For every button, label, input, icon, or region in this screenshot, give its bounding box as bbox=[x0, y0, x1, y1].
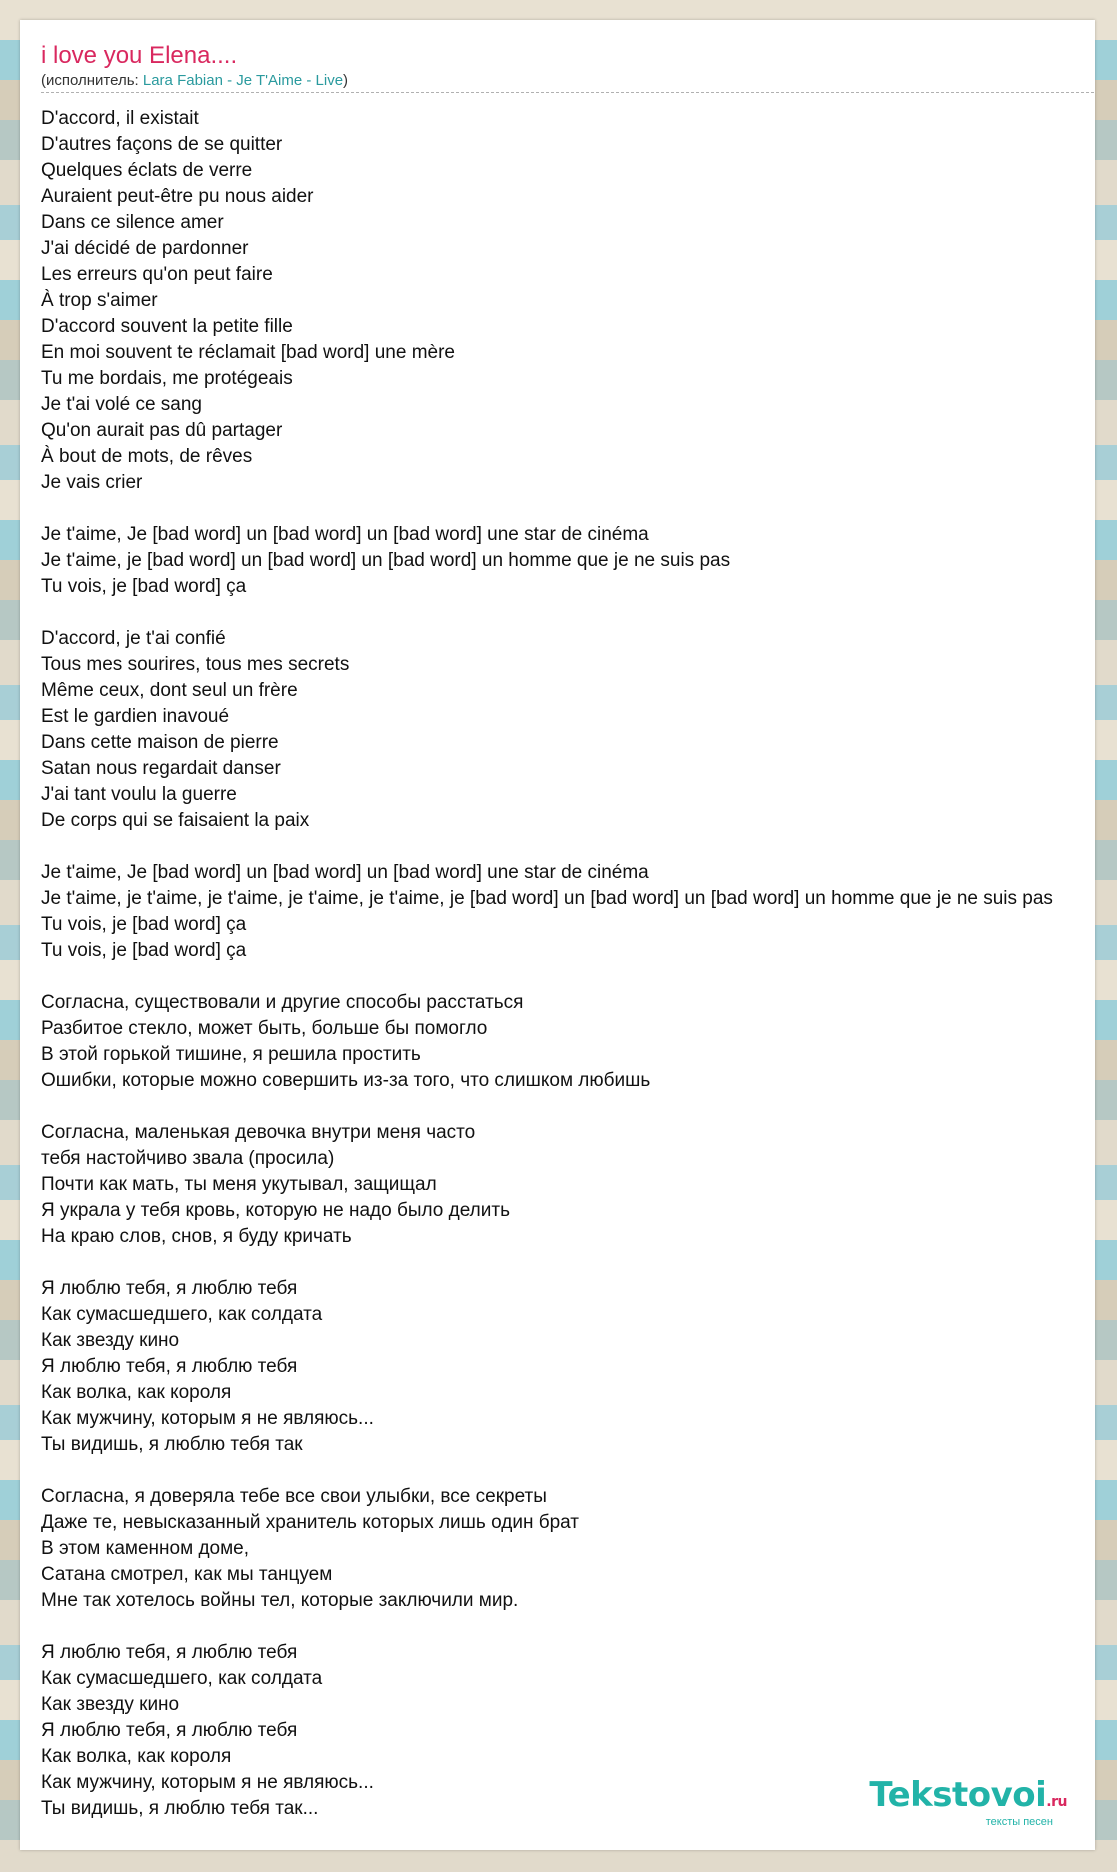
lyric-line: Я люблю тебя, я люблю тебя bbox=[41, 1642, 298, 1663]
stanza-break bbox=[41, 496, 1095, 522]
lyric-line: Я люблю тебя, я люблю тебя bbox=[41, 1356, 298, 1377]
lyric-line: Разбитое стекло, может быть, больше бы помогло bbox=[41, 1018, 488, 1039]
lyric-line: Сатана смотрел, как мы танцуем bbox=[41, 1564, 333, 1585]
lyric-line: Tous mes sourires, tous mes secrets bbox=[41, 654, 350, 675]
lyric-line: J'ai décidé de pardonner bbox=[41, 238, 249, 259]
page-title: i love you Elena.... bbox=[41, 42, 238, 69]
lyric-line: Je t'ai volé ce sang bbox=[41, 394, 202, 415]
credit-suffix: ) bbox=[343, 72, 349, 89]
lyric-line: D'accord, je t'ai confié bbox=[41, 628, 226, 649]
lyric-line: Согласна, я доверяла тебе все свои улыбки, все секреты bbox=[41, 1486, 547, 1507]
header-divider bbox=[41, 92, 1094, 93]
lyric-line: Ошибки, которые можно совершить из-за того, что слишком любишь bbox=[41, 1070, 651, 1091]
lyric-line: Как звезду кино bbox=[41, 1330, 180, 1351]
lyric-line: De corps qui se faisaient la paix bbox=[41, 810, 310, 831]
stanza-break bbox=[41, 600, 1095, 626]
lyric-line: J'ai tant voulu la guerre bbox=[41, 784, 237, 805]
lyric-line: Quelques éclats de verre bbox=[41, 160, 253, 181]
lyric-line: Я украла у тебя кровь, которую не надо было делить bbox=[41, 1200, 510, 1221]
lyric-line: Tu vois, je [bad word] ça bbox=[41, 576, 247, 597]
lyrics-card bbox=[20, 20, 1095, 1850]
lyric-line: Мне так хотелось войны тел, которые заключили мир. bbox=[41, 1590, 519, 1611]
lyric-line: Как сумасшедшего, как солдата bbox=[41, 1668, 323, 1689]
logo-tld: .ru bbox=[1046, 1794, 1067, 1810]
lyric-line: Est le gardien inavoué bbox=[41, 706, 230, 727]
lyric-line: D'accord souvent la petite fille bbox=[41, 316, 293, 337]
lyric-line: Je t'aime, je [bad word] un [bad word] un [bad word] un homme que je ne suis pas bbox=[41, 550, 731, 571]
lyric-line: Dans ce silence amer bbox=[41, 212, 224, 233]
lyric-line: Tu me bordais, me protégeais bbox=[41, 368, 293, 389]
lyric-line: Ты видишь, я люблю тебя так bbox=[41, 1434, 303, 1455]
lyric-line: Tu vois, je [bad word] ça bbox=[41, 940, 247, 961]
lyrics-body bbox=[41, 106, 1095, 1822]
lyric-line: Как сумасшедшего, как солдата bbox=[41, 1304, 323, 1325]
lyric-line: Как мужчину, которым я не являюсь... bbox=[41, 1772, 374, 1793]
lyric-line: Как волка, как короля bbox=[41, 1746, 232, 1767]
lyric-line: В этом каменном доме, bbox=[41, 1538, 250, 1559]
stanza-break bbox=[41, 1250, 1095, 1276]
lyric-line: Почти как мать, ты меня укутывал, защищал bbox=[41, 1174, 437, 1195]
site-logo[interactable] bbox=[869, 1777, 1067, 1828]
lyric-line: Согласна, существовали и другие способы расстаться bbox=[41, 992, 524, 1013]
lyric-line: тебя настойчиво звала (просила) bbox=[41, 1148, 335, 1169]
lyric-line: Satan nous regardait danser bbox=[41, 758, 281, 779]
lyric-line: Согласна, маленькая девочка внутри меня часто bbox=[41, 1122, 476, 1143]
lyric-line: Как звезду кино bbox=[41, 1694, 180, 1715]
logo-tagline: тексты песен bbox=[985, 1816, 1053, 1828]
lyric-line: Même ceux, dont seul un frère bbox=[41, 680, 298, 701]
stanza-break bbox=[41, 1094, 1095, 1120]
stanza-break bbox=[41, 1614, 1095, 1640]
lyric-line: Даже те, невысказанный хранитель которых лишь один брат bbox=[41, 1512, 580, 1533]
lyric-line: Les erreurs qu'on peut faire bbox=[41, 264, 273, 285]
lyric-line: D'autres façons de se quitter bbox=[41, 134, 283, 155]
lyric-line: Ты видишь, я люблю тебя так... bbox=[41, 1798, 319, 1819]
stanza-break bbox=[41, 964, 1095, 990]
lyric-line: Je vais crier bbox=[41, 472, 143, 493]
lyric-line: Я люблю тебя, я люблю тебя bbox=[41, 1720, 298, 1741]
lyric-line: Как волка, как короля bbox=[41, 1382, 232, 1403]
song-credit bbox=[41, 72, 348, 90]
lyric-line: Tu vois, je [bad word] ça bbox=[41, 914, 247, 935]
stanza-break bbox=[41, 1458, 1095, 1484]
lyric-line: Auraient peut-être pu nous aider bbox=[41, 186, 314, 207]
lyric-line: Je t'aime, je t'aime, je t'aime, je t'aime, je t'aime, je [bad word] un [bad word] un [bad word] un homme que je ne suis pas bbox=[41, 888, 1053, 909]
artist-song-link[interactable]: Lara Fabian - Je T'Aime - Live bbox=[142, 72, 344, 89]
credit-prefix: (исполнитель: bbox=[41, 72, 143, 89]
lyric-line: Dans cette maison de pierre bbox=[41, 732, 279, 753]
lyric-line: Je t'aime, Je [bad word] un [bad word] un [bad word] une star de cinéma bbox=[41, 524, 649, 545]
lyric-line: À bout de mots, de rêves bbox=[41, 446, 253, 467]
lyric-line: À trop s'aimer bbox=[41, 290, 158, 311]
lyric-line: На краю слов, снов, я буду кричать bbox=[41, 1226, 352, 1247]
lyric-line: В этой горькой тишине, я решила простить bbox=[41, 1044, 421, 1065]
lyric-line: Je t'aime, Je [bad word] un [bad word] un [bad word] une star de cinéma bbox=[41, 862, 649, 883]
lyric-line: Я люблю тебя, я люблю тебя bbox=[41, 1278, 298, 1299]
lyric-line: En moi souvent te réclamait [bad word] une mère bbox=[41, 342, 455, 363]
stanza-break bbox=[41, 834, 1095, 860]
logo-wordmark: Tekstovoi bbox=[869, 1775, 1047, 1815]
lyric-line: Как мужчину, которым я не являюсь... bbox=[41, 1408, 374, 1429]
lyric-line: Qu'on aurait pas dû partager bbox=[41, 420, 283, 441]
lyric-line: D'accord, il existait bbox=[41, 108, 199, 129]
